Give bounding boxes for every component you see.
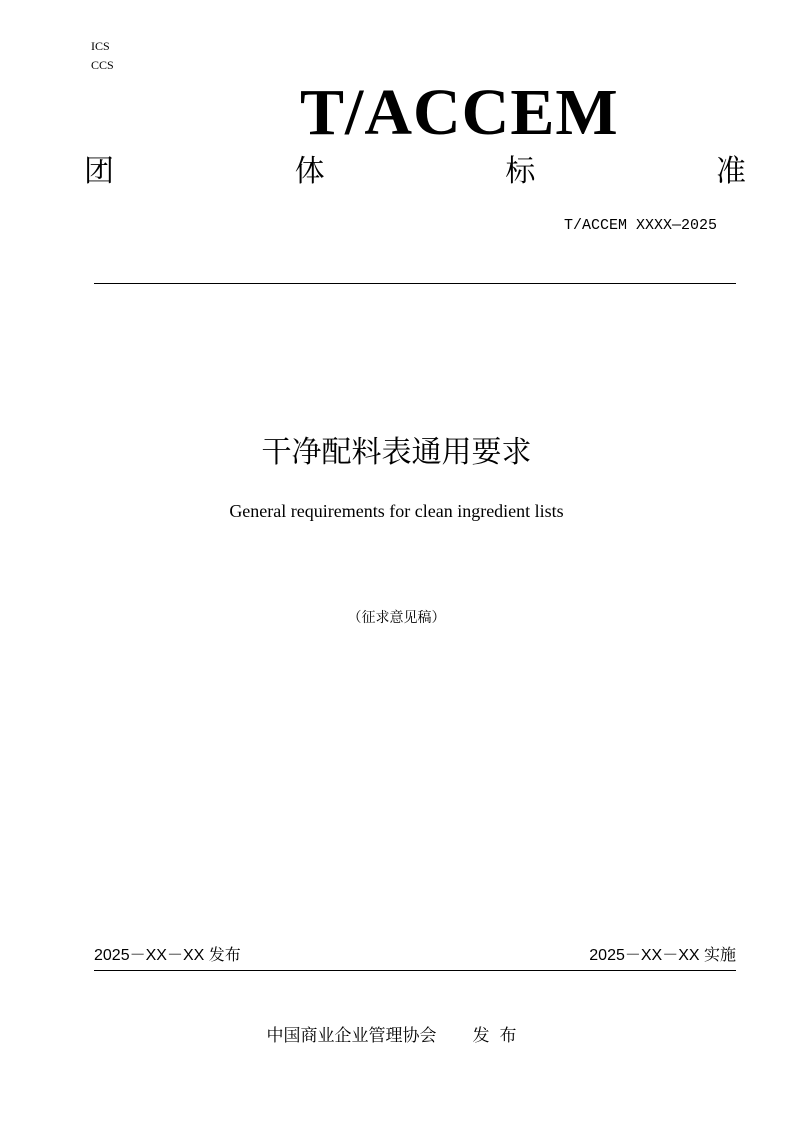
standard-type-char: 团 <box>84 154 114 189</box>
publisher-line <box>0 1024 793 1048</box>
standard-type-heading <box>84 150 746 194</box>
ics-label: ICS <box>91 39 110 53</box>
standard-type-char: 标 <box>505 154 536 189</box>
publisher-action: 发布 <box>472 1026 527 1046</box>
ccs-label: CCS <box>91 58 114 72</box>
document-title-chinese: 干净配料表通用要求 <box>261 435 532 470</box>
publisher-name: 中国商业企业管理协会 <box>266 1026 437 1046</box>
document-title-english: General requirements for clean ingredient lists <box>229 501 564 521</box>
standard-type-char: 准 <box>715 154 746 189</box>
publish-date: 2025－XX－XX 发布 <box>94 947 241 964</box>
standard-type-char: 体 <box>294 154 325 189</box>
bottom-divider <box>94 970 736 971</box>
top-divider <box>94 283 736 284</box>
implementation-date: 2025－XX－XX 实施 <box>589 947 736 964</box>
organization-logo-text: T/ACCEM <box>300 76 619 149</box>
standard-number: T/ACCEM XXXX—2025 <box>563 217 717 234</box>
draft-status-label: （征求意见稿） <box>347 610 446 626</box>
